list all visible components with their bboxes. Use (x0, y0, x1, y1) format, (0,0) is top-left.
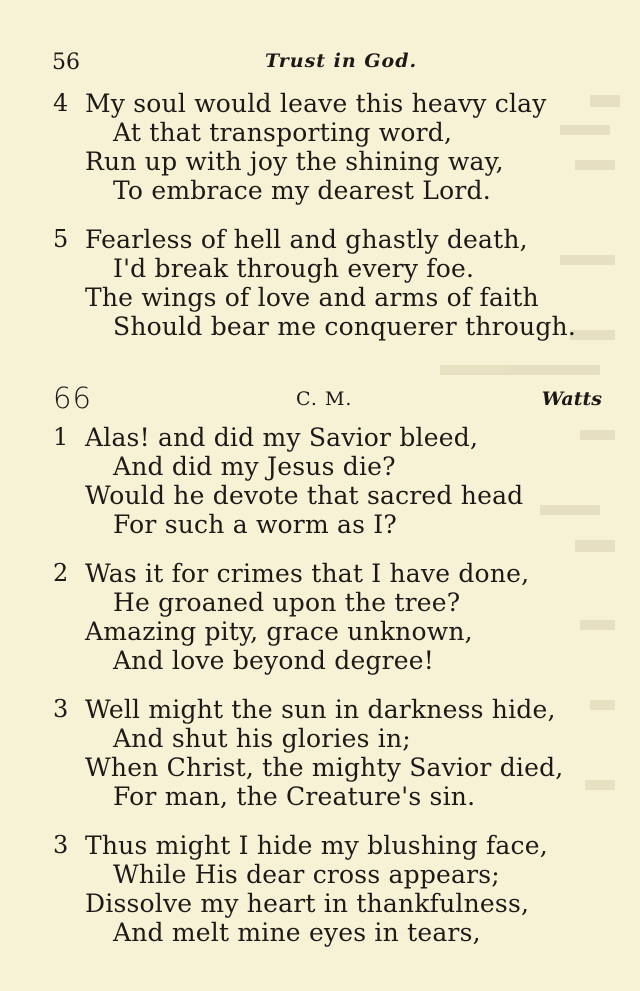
stanza-number: 1 (53, 423, 69, 451)
verse-line: Alas! and did my Savior bleed, (85, 423, 479, 452)
verse-line: Fearless of hell and ghastly death, (85, 225, 528, 254)
verse-line: And melt mine eyes in tears, (113, 918, 481, 947)
stanza-number: 3 (53, 831, 69, 859)
verse-line: Amazing pity, grace unknown, (85, 617, 473, 646)
verse-line: To embrace my dearest Lord. (113, 176, 491, 205)
verse-line: Was it for crimes that I have done, (85, 559, 530, 588)
verse-line: For man, the Creature's sin. (113, 782, 476, 811)
verse-line: He groaned upon the tree? (113, 588, 461, 617)
verse-line: I'd break through every foe. (113, 254, 475, 283)
verse-line: Should bear me conquerer through. (113, 312, 576, 341)
verse-line: My soul would leave this heavy clay (85, 89, 547, 118)
stanza-5 (53, 225, 613, 341)
hymn-stanza-2 (53, 559, 613, 675)
verse-line: Thus might I hide my blushing face, (85, 831, 548, 860)
verse-line: And love beyond degree! (113, 646, 435, 675)
hymn-stanza-1 (53, 423, 613, 539)
hymn-stanza-3 (53, 695, 613, 811)
hymn-number: 66 (53, 381, 92, 415)
verse-line: Well might the sun in darkness hide, (85, 695, 556, 724)
verse-line: When Christ, the mighty Savior died, (85, 753, 564, 782)
hymn-author: Watts (541, 388, 602, 410)
hymn-meter: C. M. (296, 388, 353, 410)
stanza-4 (53, 89, 613, 205)
hymn-stanza-4 (53, 831, 613, 947)
verse-line: While His dear cross appears; (113, 860, 500, 889)
verse-line: And did my Jesus die? (113, 452, 396, 481)
verse-line: The wings of love and arms of faith (85, 283, 539, 312)
verse-line: At that transporting word, (113, 118, 453, 147)
stanza-number: 4 (53, 89, 69, 117)
verse-line: For such a worm as I? (113, 510, 397, 539)
verse-line: Run up with joy the shining way, (85, 147, 504, 176)
page-number: 56 (52, 50, 80, 75)
verse-line: And shut his glories in; (113, 724, 411, 753)
stanza-number: 2 (53, 559, 69, 587)
stanza-number: 5 (53, 225, 69, 253)
stanza-number: 3 (53, 695, 69, 723)
verse-line: Would he devote that sacred head (85, 481, 524, 510)
running-title: Trust in God. (265, 50, 418, 72)
verse-line: Dissolve my heart in thankfulness, (85, 889, 530, 918)
